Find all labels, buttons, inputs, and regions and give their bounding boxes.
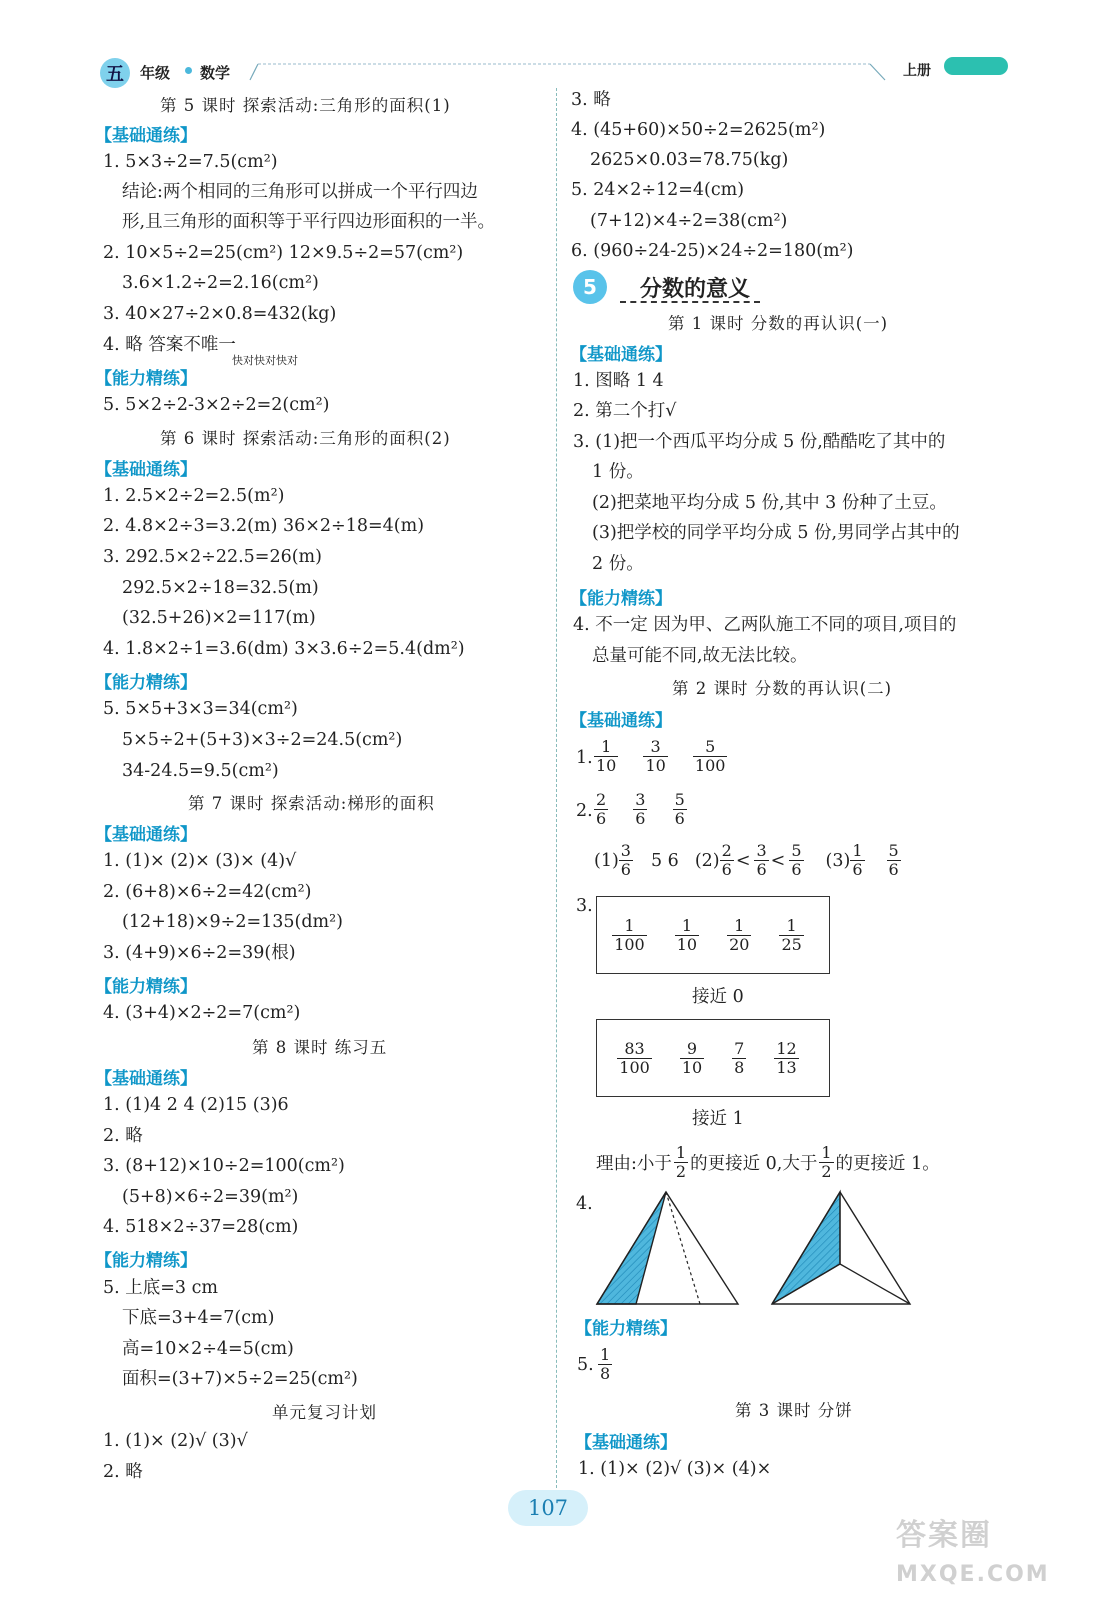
unit-number: 5 — [583, 275, 597, 299]
denominator: 6 — [791, 860, 802, 879]
denominator: 10 — [596, 756, 617, 775]
denominator: 10 — [676, 934, 698, 954]
answer-line: 1. (1)× (2)√ (3)× (4)× — [578, 1459, 772, 1479]
answer-line: 1 份。 — [592, 462, 644, 482]
answer-line: 34-24.5=9.5(cm²) — [122, 761, 279, 781]
fraction — [819, 1144, 833, 1181]
grade-char: 五 — [106, 64, 124, 85]
numerator: 3 — [650, 737, 661, 756]
denominator: 6 — [620, 860, 631, 879]
fraction — [774, 1040, 798, 1077]
ability-heading: 【能力精练】 — [570, 589, 672, 609]
scribble-stamp: 快对快对快对 — [232, 354, 298, 367]
numerator: 1 — [600, 1345, 611, 1364]
sub-answer-row — [594, 842, 911, 879]
fraction — [594, 791, 608, 828]
fraction — [850, 842, 864, 879]
numerator: 3 — [620, 841, 631, 860]
chapter-2-title: 第 2 课时 分数的再认识(二) — [672, 679, 893, 698]
numerator: 5 — [674, 790, 685, 809]
answer-line: 2. 第二个打√ — [573, 401, 677, 421]
answer-line: (32.5+26)×2=117(m) — [122, 608, 316, 628]
lesson-8-title: 第 8 课时 练习五 — [252, 1038, 388, 1057]
answer-line: 2. 10×5÷2=25(cm²) 12×9.5÷2=57(cm²) — [103, 243, 464, 263]
question-number: 2. — [576, 801, 593, 821]
denominator: 100 — [619, 1057, 650, 1077]
denominator: 6 — [756, 860, 767, 879]
question-number: 5. — [577, 1355, 594, 1375]
answer-line: 5. 5×5+3×3=34(cm²) — [103, 699, 298, 719]
answer-line: 5×5÷2+(5+3)×3÷2=24.5(cm²) — [122, 730, 403, 750]
fraction-row — [594, 791, 697, 828]
numerator: 12 — [776, 1038, 797, 1058]
fraction — [887, 842, 901, 879]
sub-label: (3) — [825, 850, 851, 871]
pyramid-diagram — [590, 1186, 920, 1310]
fraction — [594, 738, 618, 775]
fraction — [789, 842, 803, 879]
basic-heading: 【基础通练】 — [570, 345, 672, 365]
basic-heading: 【基础通练】 — [95, 126, 197, 146]
denominator: 20 — [729, 934, 750, 954]
denominator: 2 — [675, 1162, 687, 1181]
answer-line: 4. (45+60)×50÷2=2625(m²) — [571, 120, 826, 140]
answer-line: 3. (8+12)×10÷2=100(cm²) — [103, 1156, 345, 1176]
denominator: 2 — [821, 1162, 832, 1181]
answer-line: 3. 40×27÷2×0.8=432(kg) — [103, 304, 337, 324]
reason-text: 的更接近 1。 — [835, 1154, 940, 1174]
fraction — [779, 917, 803, 954]
answer-line: 4. 不一定 因为甲、乙两队施工不同的项目,项目的 — [573, 615, 957, 635]
fraction — [732, 1040, 746, 1077]
answer-line: 1. (1)4 2 4 (2)15 (3)6 — [103, 1095, 289, 1115]
numerator: 3 — [635, 790, 646, 809]
answer-line: 1. (1)× (2)× (3)× (4)√ — [103, 851, 297, 871]
dot-icon — [185, 67, 192, 74]
answer-line: 2 份。 — [592, 554, 644, 574]
fraction — [598, 1346, 612, 1383]
grade-badge — [100, 58, 130, 88]
near-one-box — [596, 1019, 830, 1097]
denominator: 10 — [681, 1057, 703, 1077]
answer-line: 6. (960÷24-25)×24÷2=180(m²) — [571, 241, 854, 261]
answer-line: 总量可能不同,故无法比较。 — [592, 646, 808, 666]
ability-heading: 【能力精练】 — [95, 369, 197, 389]
subject-label: 数学 — [200, 64, 231, 82]
answer-line: 面积=(3+7)×5÷2=25(cm²) — [122, 1369, 358, 1389]
lesson-6-title: 第 6 课时 探索活动:三角形的面积(2) — [160, 429, 451, 448]
near-zero-box — [596, 896, 830, 974]
answer-line: 1. 图略 1 4 — [573, 371, 664, 391]
unit-title: 分数的意义 — [640, 277, 751, 302]
denominator: 100 — [694, 756, 726, 775]
basic-heading: 【基础通练】 — [575, 1433, 677, 1453]
numerator: 1 — [601, 737, 612, 756]
page-number: 107 — [527, 1496, 569, 1520]
fraction — [619, 842, 633, 879]
answer-line: 4. 518×2÷37=28(cm) — [103, 1217, 299, 1237]
chapter-1-title: 第 1 课时 分数的再认识(一) — [668, 314, 889, 333]
numerator: 5 — [705, 737, 716, 756]
question-number: 3. — [576, 896, 593, 916]
reason-text: 的更接近 0,大于 — [690, 1154, 818, 1174]
denominator: 6 — [888, 860, 899, 879]
answer-line: 2. (6+8)×6÷2=42(cm²) — [103, 882, 312, 902]
denominator: 6 — [596, 809, 607, 828]
answer-line: (2)把菜地平均分成 5 份,其中 3 份种了土豆。 — [592, 493, 947, 513]
denominator: 13 — [776, 1057, 797, 1077]
answer-line: 1. (1)× (2)√ (3)√ — [103, 1431, 248, 1451]
answer-line: 3.6×1.2÷2=2.16(cm²) — [122, 273, 319, 293]
answer-line: (12+18)×9÷2=135(dm²) — [122, 912, 343, 932]
left-pyramid — [597, 1192, 738, 1304]
fraction-row — [594, 738, 737, 775]
answer-line: 2625×0.03=78.75(kg) — [590, 150, 789, 170]
fraction — [674, 1144, 688, 1181]
numerator: 3 — [756, 841, 767, 860]
numerator: 5 — [888, 841, 899, 860]
less-than: < — [735, 850, 751, 871]
less-than: < — [770, 850, 786, 871]
sub-label: (2) — [694, 850, 720, 871]
watermark-text: 答案圈 MXQE.COM — [896, 1518, 1050, 1587]
denominator: 25 — [781, 934, 802, 954]
denominator: 8 — [600, 1364, 611, 1383]
denominator: 6 — [635, 809, 646, 828]
grade-label: 年级 — [140, 64, 171, 82]
fraction — [720, 842, 734, 879]
lesson-7-title: 第 7 课时 探索活动:梯形的面积 — [188, 794, 435, 813]
fraction — [680, 1040, 704, 1077]
question-number: 4. — [576, 1194, 593, 1214]
sub-label: (1) — [594, 850, 619, 871]
answer-line: 3. (4+9)×6÷2=39(根) — [103, 943, 296, 963]
answer-line: 1. 2.5×2÷2=2.5(m²) — [103, 486, 285, 506]
answer-line: 5. 上底=3 cm — [103, 1278, 219, 1298]
answer-line: 形,且三角形的面积等于平行四边形面积的一半。 — [122, 212, 496, 232]
lesson-5-title: 第 5 课时 探索活动:三角形的面积(1) — [160, 96, 451, 115]
denominator: 6 — [852, 860, 863, 879]
volume-label: 上册 — [903, 63, 931, 79]
basic-heading: 【基础通练】 — [95, 460, 197, 480]
chapter-3-title: 第 3 课时 分饼 — [735, 1401, 853, 1420]
numerator: 1 — [624, 915, 635, 935]
fraction — [675, 917, 699, 954]
box-caption: 接近 0 — [692, 987, 744, 1007]
ability-heading: 【能力精练】 — [95, 1251, 197, 1271]
answer-line: 高=10×2÷4=5(cm) — [122, 1339, 294, 1359]
numerator: 9 — [686, 1038, 698, 1058]
answer-line: 5. 5×2÷2-3×2÷2=2(cm²) — [103, 395, 330, 415]
sub-text: 5 6 — [650, 850, 679, 871]
numerator: 1 — [852, 841, 863, 860]
fraction — [643, 738, 667, 775]
answer-line: 292.5×2÷18=32.5(m) — [122, 578, 319, 598]
column-divider — [556, 88, 557, 1488]
answer-line: 4. 略 答案不唯一 — [103, 335, 236, 355]
denominator: 6 — [674, 809, 685, 828]
denominator: 8 — [734, 1057, 745, 1077]
basic-heading: 【基础通练】 — [570, 711, 672, 731]
fraction — [612, 917, 647, 954]
answer-pill-icon — [944, 57, 1008, 75]
answer-line: 3. (1)把一个西瓜平均分成 5 份,酷酷吃了其中的 — [573, 432, 946, 452]
question-number: 1. — [576, 748, 593, 768]
numerator: 1 — [675, 1143, 687, 1162]
answer-line: 4. 1.8×2÷1=3.6(dm) 3×3.6÷2=5.4(dm²) — [103, 639, 465, 659]
answer-line: (7+12)×4÷2=38(cm²) — [590, 211, 788, 231]
denominator: 10 — [645, 756, 666, 775]
answer-line: 结论:两个相同的三角形可以拼成一个平行四边 — [122, 182, 478, 202]
right-pyramid — [772, 1192, 910, 1304]
answer-line: 2. 略 — [103, 1126, 143, 1146]
unit-underline — [620, 301, 760, 303]
answer-line: 下底=3+4=7(cm) — [122, 1308, 275, 1328]
fraction — [673, 791, 687, 828]
numerator: 2 — [721, 841, 732, 860]
basic-heading: 【基础通练】 — [95, 825, 197, 845]
watermark-logo — [896, 1510, 1086, 1590]
fraction-answer — [598, 1346, 622, 1383]
page-number-badge — [508, 1490, 588, 1526]
review-title: 单元复习计划 — [272, 1403, 377, 1422]
ability-heading: 【能力精练】 — [95, 977, 197, 997]
numerator: 7 — [734, 1038, 745, 1058]
answer-line: 3. 略 — [571, 90, 611, 110]
header-rule — [240, 60, 890, 84]
reason-line — [596, 1144, 940, 1181]
numerator: 2 — [596, 790, 607, 809]
answer-line: 2. 略 — [103, 1462, 143, 1482]
denominator: 6 — [721, 860, 732, 879]
numerator: 1 — [786, 915, 797, 935]
answer-line: 5. 24×2÷12=4(cm) — [571, 180, 745, 200]
unit-number-badge — [573, 270, 607, 304]
ability-heading: 【能力精练】 — [95, 673, 197, 693]
denominator: 100 — [614, 934, 645, 954]
answer-line: (5+8)×6÷2=39(m²) — [122, 1187, 299, 1207]
fraction — [617, 1040, 652, 1077]
ability-heading: 【能力精练】 — [575, 1319, 677, 1339]
fraction — [727, 917, 751, 954]
answer-line: 4. (3+4)×2÷2=7(cm²) — [103, 1003, 301, 1023]
numerator: 5 — [791, 841, 802, 860]
box-caption: 接近 1 — [692, 1109, 744, 1129]
answer-line: 1. 5×3÷2=7.5(cm²) — [103, 152, 278, 172]
numerator: 1 — [734, 915, 745, 935]
fraction — [633, 791, 647, 828]
numerator: 83 — [624, 1038, 645, 1058]
answer-line: 3. 292.5×2÷22.5=26(m) — [103, 547, 322, 567]
numerator: 1 — [821, 1143, 832, 1162]
answer-line: (3)把学校的同学平均分成 5 份,男同学占其中的 — [592, 523, 960, 543]
reason-text: 理由:小于 — [596, 1154, 672, 1174]
basic-heading: 【基础通练】 — [95, 1069, 197, 1089]
answer-line: 2. 4.8×2÷3=3.2(m) 36×2÷18=4(m) — [103, 516, 425, 536]
fraction — [754, 842, 768, 879]
numerator: 1 — [681, 915, 692, 935]
fraction — [693, 738, 728, 775]
